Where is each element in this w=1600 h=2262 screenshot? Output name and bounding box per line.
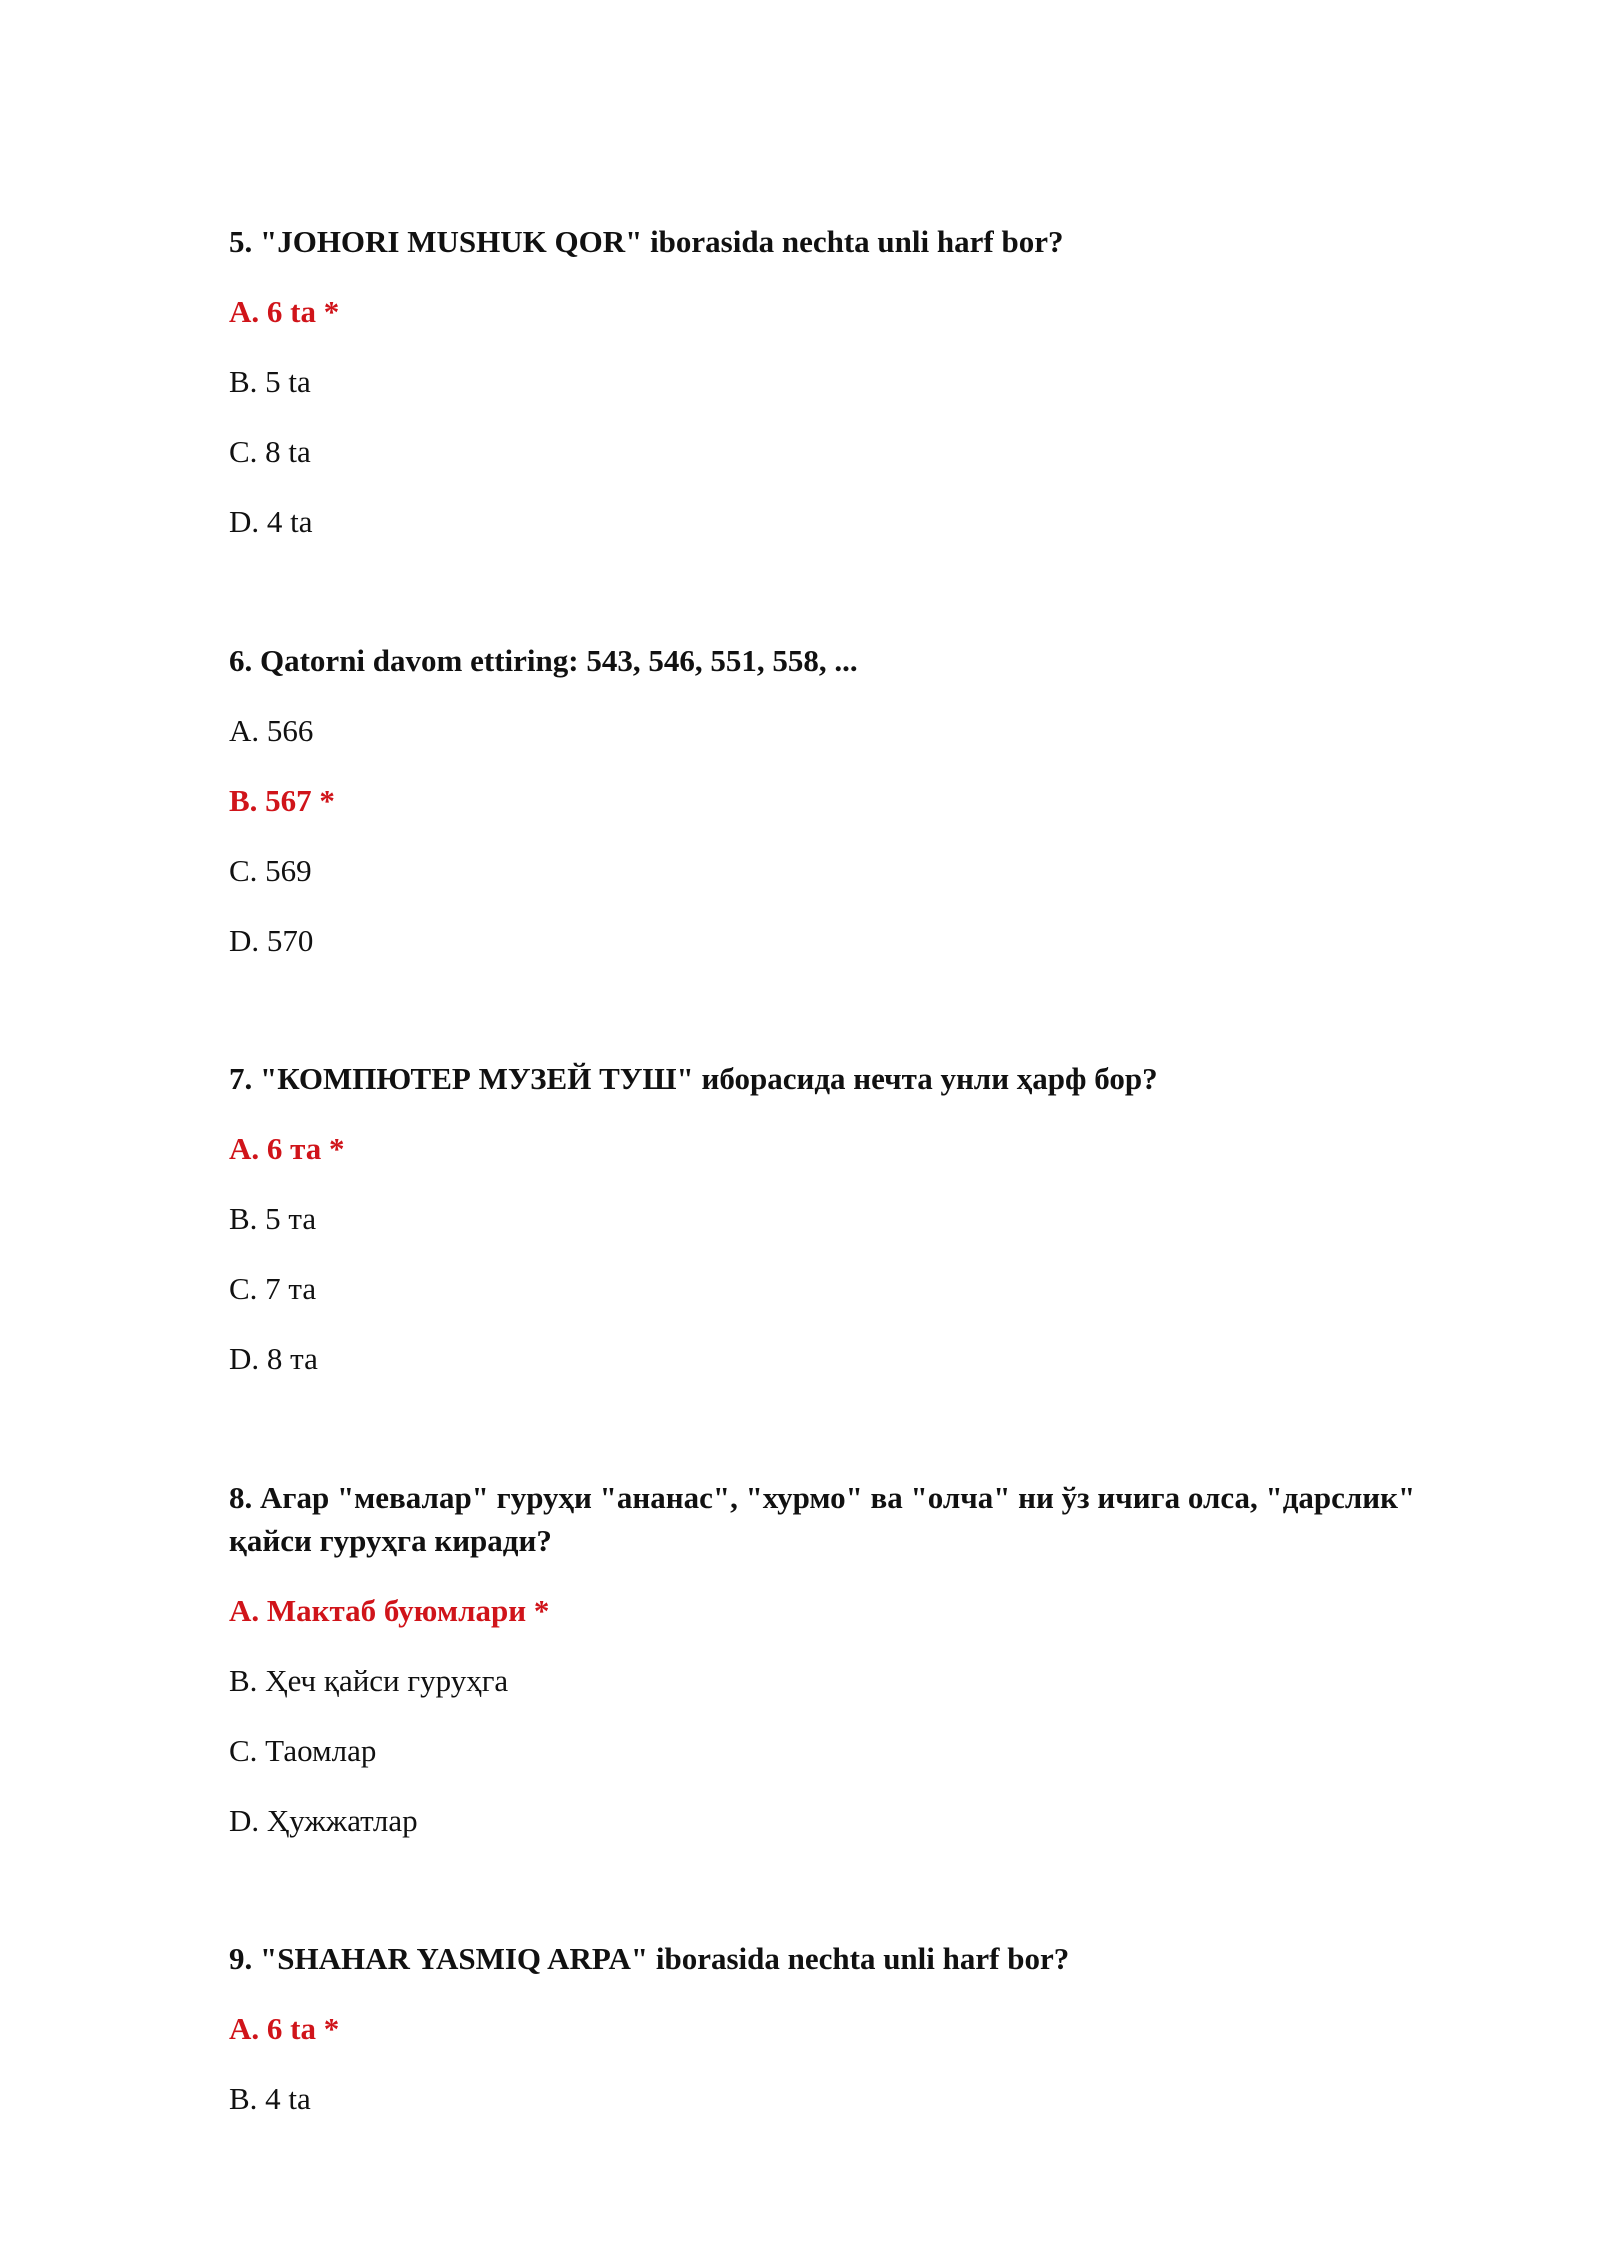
question-block [229,1057,1489,1376]
question-text: 5. "JOHORI MUSHUK QOR" iborasida nechta unli harf bor? [229,224,1064,259]
answer-option-correct: A. 6 ta * [229,294,340,329]
question-text: 9. "SHAHAR YASMIQ ARPA" iborasida nechta unli harf bor? [229,1941,1070,1976]
answer-option: A. 566 [229,713,314,748]
answer-option-correct: A. Мактаб буюмлари * [229,1593,550,1628]
answer-option-correct: A. 6 та * [229,1131,345,1166]
answer-option: D. Ҳужжатлар [229,1803,418,1838]
question-text: 7. "КОМПЮТЕР МУЗЕЙ ТУШ" иборасида нечта унли ҳарф бор? [229,1061,1158,1096]
answer-option: B. Ҳеч қайси гуруҳга [229,1663,509,1698]
answer-option: D. 8 та [229,1341,318,1376]
question-block [229,639,1489,958]
question-block [229,1937,1489,2116]
answer-option: C. 8 ta [229,434,311,469]
question-block [229,220,1489,539]
answer-option-correct: A. 6 ta * [229,2011,340,2046]
answer-option: B. 5 ta [229,364,311,399]
question-block [229,1476,1489,1838]
answer-option: C. 569 [229,853,312,888]
answer-option: B. 4 ta [229,2081,311,2116]
answer-option: C. 7 та [229,1271,317,1306]
answer-option-correct: B. 567 * [229,783,335,818]
answer-option: D. 570 [229,923,314,958]
question-text: 8. Агар "мевалар" гуруҳи "ананас", "хурмо" ва "олча" ни ўз ичига олса, "дарслик" қайси гуруҳга киради? [229,1480,1416,1558]
question-text: 6. Qatorni davom ettiring: 543, 546, 551, 558, ... [229,643,858,678]
answer-option: B. 5 та [229,1201,317,1236]
answer-option: D. 4 ta [229,504,313,539]
answer-option: C. Таомлар [229,1733,377,1768]
